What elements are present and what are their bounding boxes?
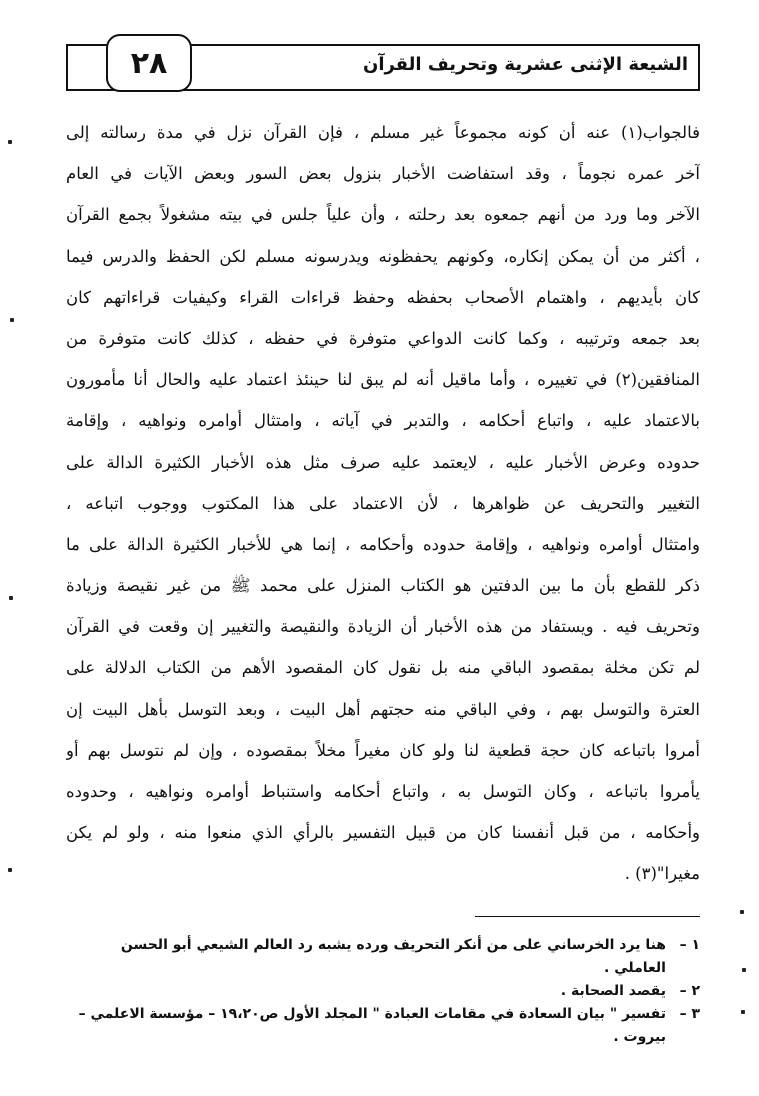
- page-number: ٢٨: [106, 34, 192, 92]
- scan-speck: [8, 868, 12, 872]
- body-line: ذكر للقطع بأن ما بين الدفتين هو الكتاب المنزل على محمد ﷺ من غير نقيصة وزيادة: [66, 576, 700, 596]
- body-line: بالاعتماد عليه ، واتباع أحكامه ، والتدبر في آياته ، وامتثال أوامره ونواهيه ، وإقامة: [66, 411, 700, 431]
- body-line: أمروا باتباعه كان حجة قطعية لنا ولو كان مغيراً مخلاً بمقصوده ، وإن لم نتوسل بهم أو: [66, 740, 700, 760]
- footnote-number: ٢ –: [679, 983, 700, 999]
- header-title: الشيعة الإثنى عشرية وتحريف القرآن: [362, 54, 688, 75]
- scan-speck: [741, 1010, 745, 1014]
- body-text: [66, 112, 700, 895]
- footnote-number: ٣ –: [679, 1006, 700, 1022]
- footnote-text: تفسير " بيان السعادة في مقامات العبادة " المجلد الأول ص١٩،٢٠ – مؤسسة الاعلمي –: [78, 1006, 666, 1022]
- body-line: التغيير والتحريف عن ظواهرها ، لأن الاعتماد على هذا المكتوب ووجوب اتباعه ،: [66, 493, 700, 513]
- body-line: فالجواب(١) عنه أن كونه مجموعاً غير مسلم ، فإن القرآن نزل في مدة رسالته إلى: [66, 123, 700, 142]
- body-line: كان بأيديهم ، واهتمام الأصحاب بحفظه وحفظ قراءات القراء وكيفيات قراءاتهم كان: [66, 287, 700, 307]
- footnote-continuation: بيروت .: [613, 1029, 666, 1045]
- body-line: وامتثال أوامره ونواهيه ، وإقامة حدوده وأحكامه ، إنما هي للأخبار الكثيرة الدالة على ما: [66, 534, 700, 554]
- scan-speck: [10, 318, 14, 322]
- running-header: [66, 44, 700, 91]
- footnote: [66, 1003, 700, 1026]
- footnote-divider: [475, 916, 700, 917]
- scan-speck: [740, 910, 744, 914]
- body-line: بعد جمعه وترتيبه ، وكما كانت الدواعي متوفرة في حفظه ، كذلك كانت متوفرة من: [66, 328, 700, 348]
- footnote-text: يقصد الصحابة .: [560, 983, 666, 999]
- footnote-number: ١ –: [679, 937, 700, 953]
- body-line: وأحكامه ، من قبل أنفسنا كان من قبيل التفسير بالرأي الذي منعوا منه ، ولو لم يكن: [66, 823, 700, 843]
- body-line: ، أكثر من أن يمكن إنكاره، وكونهم يحفظونه ويدرسونه مسلم لكن الحفظ والدرس فيما: [66, 246, 700, 266]
- body-line: مغيرا"(٣) .: [624, 864, 700, 884]
- body-line: المنافقين(٢) في تغييره ، وأما ماقيل أنه لم يبق لنا حينئذ اعتماد عليه والحال أنا مأمورون: [66, 370, 700, 390]
- scan-speck: [8, 140, 12, 144]
- footnote: [66, 980, 700, 1003]
- body-line: الآخر وما ورد من أنهم جمعوه بعد رحلته ، وأن علياً جلس في بيته مشغولاً بجمع القرآن: [66, 205, 700, 225]
- body-line: العترة والتوسل بهم ، وفي الباقي منه حجتهم أهل البيت ، وبعد التوسل بأهل البيت إن: [66, 699, 700, 719]
- body-line: لم تكن مخلة بمقصود الباقي منه بل نقول كان المقصود الأهم من الكتاب الدلالة على: [66, 658, 700, 678]
- body-line: يأمروا باتباعه ، وكان التوسل به ، واتباع أحكامه واستنباط أوامره ونواهيه ، وحدوده: [66, 782, 700, 801]
- footnotes: [66, 934, 700, 1049]
- body-line: وتحريف فيه . ويستفاد من هذه الأخبار أن الزيادة والنقيصة والتغيير إن وقعت في القرآن: [66, 617, 700, 637]
- body-line: آخر عمره نجوماً ، وقد استفاضت الأخبار بنزول بعض السور وبعض الآيات في العام: [66, 164, 700, 184]
- scan-speck: [9, 596, 13, 600]
- body-line: حدوده وعرض الأخبار عليه ، لايعتمد عليه صرف مثل هذه الأخبار الكثيرة الدالة على: [66, 452, 700, 472]
- footnote-text: هنا يرد الخرساني على من أنكر التحريف ورده يشبه رد العالم الشيعي أبو الحسن العاملي .: [120, 937, 666, 976]
- footnote: [66, 934, 700, 980]
- scan-speck: [742, 968, 746, 972]
